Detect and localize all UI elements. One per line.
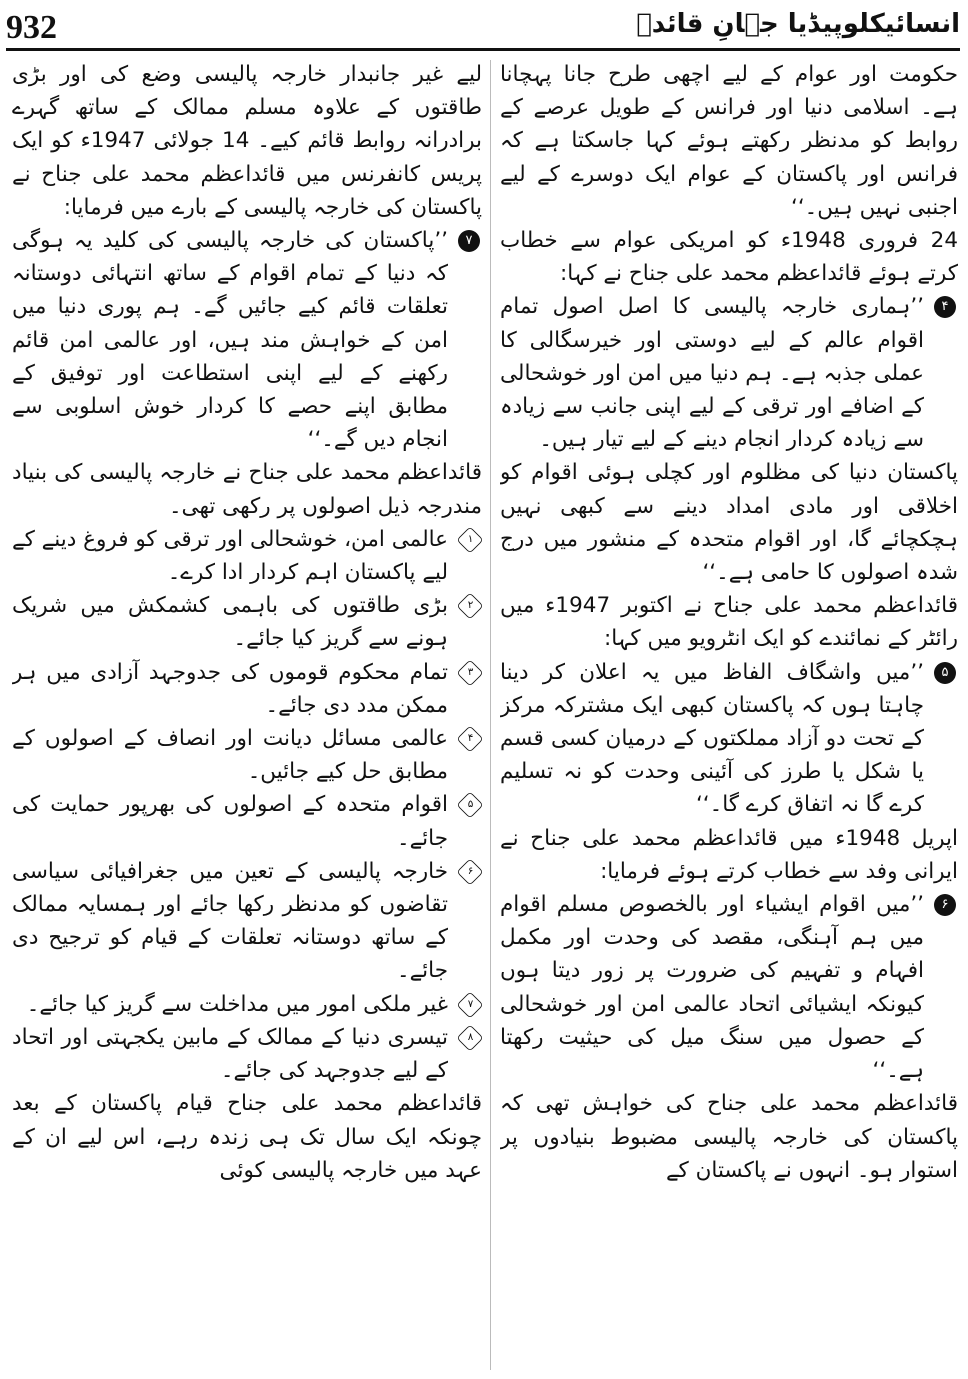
paragraph: قائداعظم محمد علی جناح کی خواہش تھی کہ پاکستان کی خارجہ پالیسی مضبوط بنیادوں پر استوار ہو۔ انہوں نے پاکستان کے [500, 1091, 958, 1183]
list-item-text: عالمی امن، خوشحالی اور ترقی کو فروغ دینے کے لیے پاکستان اہم کردار ادا کرے۔ [12, 526, 448, 586]
quote-number-badge: ۵ [934, 662, 956, 684]
page-number: 932 [6, 9, 57, 46]
list-item [12, 523, 482, 589]
list-item [12, 988, 482, 1021]
list-number-badge: ۵ [456, 792, 482, 819]
list-item-text: اقوام متحدہ کے اصولوں کی بھرپور حمایت کی جائے۔ [12, 792, 448, 851]
paragraph: 24 فروری 1948ء کو امریکی عوام سے خطاب کرتے ہوئے قائداعظم محمد علی جناح نے کہا: [500, 228, 958, 287]
header-rule [6, 48, 960, 51]
paragraph: قائداعظم محمد علی جناح نے خارجہ پالیسی کی بنیاد مندرجہ ذیل اصولوں پر رکھی تھی۔ [12, 460, 482, 519]
list-item-text: غیر ملکی امور میں مداخلت سے گریز کیا جائے۔ [26, 991, 448, 1017]
quote-number-badge: ۶ [934, 894, 956, 916]
list-item [12, 855, 482, 988]
list-number-badge: ۳ [456, 659, 482, 686]
paragraph: اپریل 1948ء میں قائداعظم محمد علی جناح نے ایرانی وفد سے خطاب کرتے ہوئے فرمایا: [500, 825, 958, 884]
quote-paragraph [500, 290, 958, 456]
quote-paragraph [500, 656, 958, 822]
paragraph: پاکستان دنیا کی مظلوم اور کچلی ہوئی اقوام کو اخلاقی اور مادی امداد دینے سے کبھی نہیں ہچکچائے گا، اور اقوام متحدہ کے منشور میں درج شدہ اصولوں کا حامی ہے۔‘‘ [500, 460, 958, 586]
list-number-badge: ۲ [456, 593, 482, 620]
list-number-badge: ۸ [456, 1024, 482, 1051]
list-item [12, 788, 482, 854]
list-item-text: خارجہ پالیسی کے تعین میں جغرافیائی سیاسی تقاضوں کو مدنظر رکھا جائے اور ہمسایہ ممالک کے ساتھ دوستانہ تعلقات کے قیام کو ترجیح دی جائے۔ [12, 858, 448, 984]
quote-text: ’’میں اقوام ایشیاء اور بالخصوص مسلم اقوام میں ہم آہنگی، مقصد کی وحدت اور مکمل افہام و تفہیم کی ضرورت پر زور دیتا ہوں کیونکہ ایشیائی اتحاد عالمی امن اور خوشحالی کے حصول میں سنگ میل کی حیثیت رکھتا ہے۔‘‘ [500, 892, 924, 1084]
column-divider [490, 60, 491, 1370]
quote-text: ’’پاکستان کی خارجہ پالیسی کی کلید یہ ہوگی کہ دنیا کے تمام اقوام کے ساتھ انتہائی دوستانہ تعلقات قائم کیے جائیں گے۔ ہم پوری دنیا میں امن کے خواہش مند ہیں، اور عالمی امن قائم رکھنے کے لیے اپنی استطاعت اور توفیق کے مطابق اپنے حصے کا کردار خوش اسلوبی سے انجام دیں گے۔‘‘ [12, 228, 448, 453]
paragraph: لیے غیر جانبدار خارجہ پالیسی وضع کی اور بڑی طاقتوں کے علاوہ مسلم ممالک کے ساتھ گہرے برادرانہ روابط قائم کیے۔ 14 جولائی 1947ء کو ایک پریس کانفرنس میں قائداعظم محمد علی جناح نے پاکستان کی خارجہ پالیسی کے بارے میں فرمایا: [12, 62, 482, 220]
list-number-badge: ۱ [456, 526, 482, 553]
list-item [12, 1021, 482, 1087]
list-item-text: تمام محکوم قوموں کی جدوجہد آزادی میں ہر ممکن مدد دی جائے۔ [12, 659, 448, 718]
list-number-badge: ۴ [456, 725, 482, 752]
page-header [6, 2, 960, 48]
list-item-text: بڑی طاقتوں کی باہمی کشمکش میں شریک ہونے سے گریز کیا جائے۔ [12, 593, 448, 652]
list-item-text: تیسری دنیا کے ممالک کے مابین یکجہتی اور اتحاد کے لیے جدوجہد کی جائے۔ [12, 1024, 448, 1084]
paragraph: قائداعظم محمد علی جناح قیام پاکستان کے بعد چونکہ ایک سال تک ہی زندہ رہے، اس لیے ان کے عہد میں خارجہ پالیسی کوئی [12, 1091, 482, 1183]
quote-paragraph [12, 224, 482, 456]
list-item-text: عالمی مسائل دیانت اور انصاف کے اصولوں کے مطابق حل کیے جائیں۔ [12, 726, 448, 785]
quote-paragraph [500, 888, 958, 1087]
book-title: انسائیکلوپیڈیا جہانِ قائدؒ [636, 9, 960, 39]
quote-number-badge: ۷ [458, 230, 480, 252]
list-number-badge: ۷ [456, 991, 482, 1018]
quote-text: ’’میں واشگاف الفاظ میں یہ اعلان کر دینا چاہتا ہوں کہ پاکستان کبھی ایک مشترکہ مرکز کے تحت دو آزاد مملکتوں کے درمیان کسی قسم یا شکل یا طرز کی آئینی وحدت کو نہ تسلیم کرے گا نہ اتفاق کرے گا۔‘‘ [500, 659, 924, 818]
list-item [12, 656, 482, 722]
paragraph: قائداعظم محمد علی جناح نے اکتوبر 1947ء میں رائٹر کے نمائندے کو ایک انٹرویو میں کہا: [500, 593, 958, 652]
list-item [12, 589, 482, 655]
right-column [500, 58, 958, 1374]
left-column [12, 58, 482, 1374]
list-number-badge: ۶ [456, 858, 482, 885]
quote-number-badge: ۴ [934, 296, 956, 318]
quote-text: ’’ہماری خارجہ پالیسی کا اصل اصول تمام اقوام عالم کے لیے دوستی اور خیرسگالی کا عملی جذبہ ہے۔ ہم دنیا میں امن اور خوشحالی کے اضافے اور ترقی کے لیے اپنی جانب سے زیادہ سے زیادہ کردار انجام دینے کے لیے تیار ہیں۔ [500, 294, 924, 453]
list-item [12, 722, 482, 788]
paragraph: حکومت اور عوام کے لیے اچھی طرح جانا پہچانا ہے۔ اسلامی دنیا اور فرانس کے طویل عرصے کے روابط کو مدنظر رکھتے ہوئے کہا جاسکتا ہے کہ فرانس اور پاکستان کے عوام ایک دوسرے کے لیے اجنبی نہیں ہیں۔‘‘ [500, 62, 958, 220]
